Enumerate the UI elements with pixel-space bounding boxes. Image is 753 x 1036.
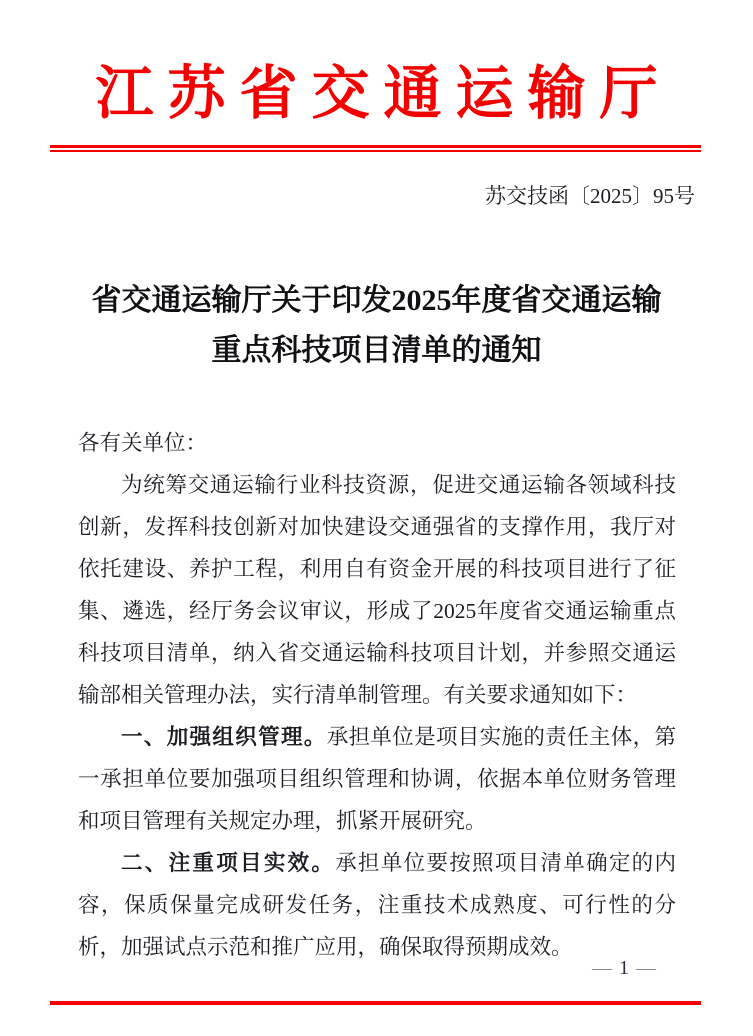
document-body — [78, 422, 676, 968]
page-number-value: 1 — [619, 957, 632, 979]
paragraph-2 — [78, 716, 676, 842]
salutation: 各有关单位： — [78, 431, 208, 455]
paragraph-1-text: 为统筹交通运输行业科技资源，促进交通运输各领域科技创新，发挥科技创新对加快建设交通强省的支撑作用，我厅对依托建设、养护工程，利用自有资金开展的科技项目进行了征集、遴选，经厅务会议审议，形成了2025年度省交通运输重点科技项目清单，纳入省交通运输科技项目计划，并参照交通运输部相关管理办法，实行清单制管理。有关要求通知如下： — [78, 473, 676, 707]
document-title — [0, 276, 753, 376]
agency-name-header: 江苏省交通运输厅 — [95, 61, 672, 126]
footer-red-rule — [50, 1001, 701, 1005]
document-title-line1: 省交通运输厅关于印发2025年度省交通运输 — [91, 284, 662, 317]
page-number — [592, 957, 659, 980]
paragraph-1 — [78, 464, 676, 716]
paragraph-2-text: 承担单位是项目实施的责任主体，第一承担单位要加强项目组织管理和协调，依据本单位财务管理和项目管理有关规定办理，抓紧开展研究。 — [78, 725, 676, 833]
document-title-line2: 重点科技项目清单的通知 — [211, 334, 542, 367]
paragraph-2-heading: 一、加强组织管理。 — [121, 725, 327, 749]
paragraph-3-heading: 二、注重项目实效。 — [121, 851, 336, 875]
page-number-dash-left: — — [592, 957, 615, 979]
page-number-dash-right: — — [636, 957, 659, 979]
paragraph-3 — [78, 842, 676, 968]
header-red-rule — [50, 145, 701, 152]
document-number: 苏交技函〔2025〕95号 — [485, 184, 695, 208]
paragraph-3-text: 承担单位要按照项目清单确定的内容，保质保量完成研发任务，注重技术成熟度、可行性的分析，加强试点示范和推广应用，确保取得预期成效。 — [78, 851, 676, 959]
